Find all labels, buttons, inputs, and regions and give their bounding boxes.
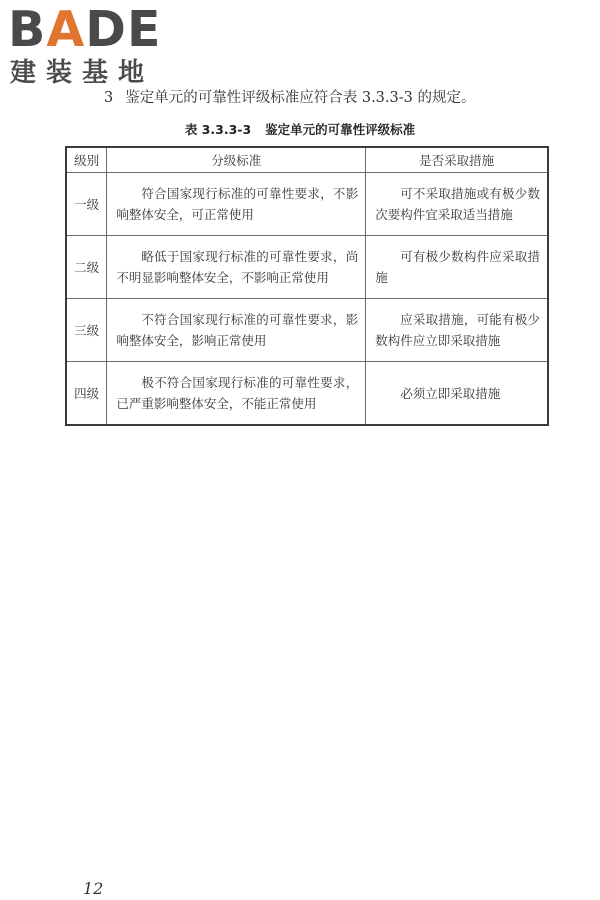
- page-number: 12: [83, 879, 104, 898]
- reliability-grade-table: [65, 146, 549, 426]
- table-caption: [0, 121, 600, 139]
- row-criteria: 极不符合国家现行标准的可靠性要求，已严重影响整体安全，不能正常使用: [107, 362, 366, 426]
- row-action: 应采取措施，可能有极少数构件应立即采取措施: [366, 299, 548, 362]
- row-level: 三级: [66, 299, 107, 362]
- clause-text: 鉴定单元的可靠性评级标准应符合表 3.3.3-3 的规定。: [125, 90, 476, 106]
- logo-letters-de: DE: [85, 1, 162, 58]
- logo-letter-b: B: [8, 1, 47, 58]
- row-action: 可不采取措施或有极少数次要构件宜采取适当措施: [366, 173, 548, 236]
- logo-letter-a: A: [46, 1, 86, 58]
- row-criteria: 不符合国家现行标准的可靠性要求，影响整体安全，影响正常使用: [107, 299, 366, 362]
- row-level: 四级: [66, 362, 107, 426]
- table-row: [66, 236, 548, 299]
- row-level: 一级: [66, 173, 107, 236]
- table-row: [66, 299, 548, 362]
- table-row: [66, 362, 548, 426]
- header-action: 是否采取措施: [366, 147, 548, 173]
- logo-chinese-name: 建装基地: [10, 58, 155, 88]
- brand-logo: [8, 1, 173, 94]
- header-level: 级别: [66, 147, 107, 173]
- row-level: 二级: [66, 236, 107, 299]
- header-criteria: 分级标准: [107, 147, 366, 173]
- row-action: 可有极少数构件应采取措施: [366, 236, 548, 299]
- clause-number: 3: [104, 90, 114, 106]
- table-row: [66, 173, 548, 236]
- logo-wordmark: [8, 1, 162, 58]
- row-criteria: 略低于国家现行标准的可靠性要求，尚不明显影响整体安全，不影响正常使用: [107, 236, 366, 299]
- row-action: 必须立即采取措施: [366, 362, 548, 426]
- row-criteria: 符合国家现行标准的可靠性要求，不影响整体安全，可正常使用: [107, 173, 366, 236]
- clause-paragraph: [104, 88, 475, 108]
- table-header-row: [66, 147, 548, 173]
- table-caption-title: 鉴定单元的可靠性评级标准: [265, 122, 416, 137]
- table-caption-number: 表 3.3.3-3: [184, 122, 252, 137]
